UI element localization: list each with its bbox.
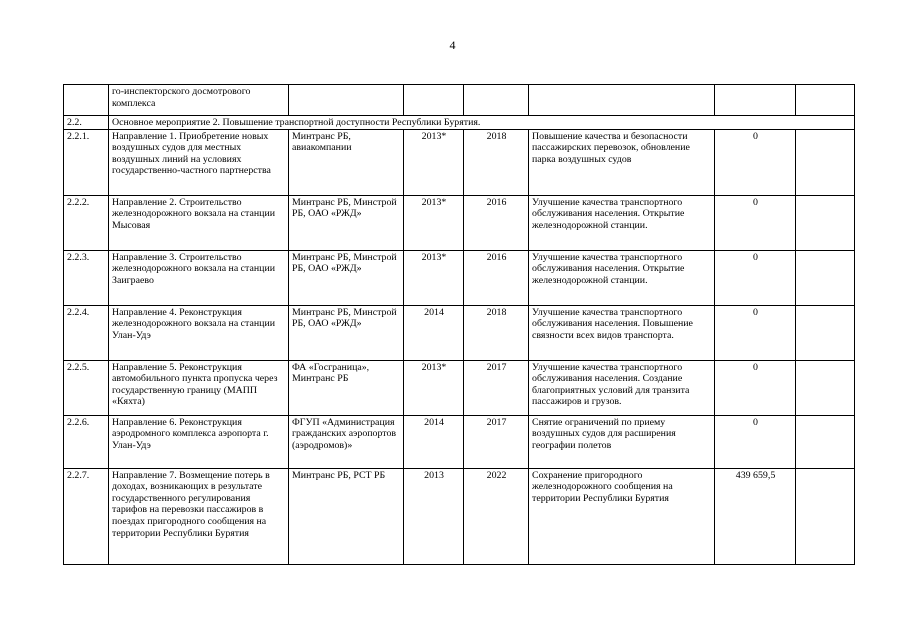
cell-value: 0 <box>715 250 796 305</box>
cell-end-year: 2017 <box>464 360 529 415</box>
cell-executor: ФГУП «Администрация гражданских аэропортов (аэродромов)» <box>289 415 404 468</box>
cell-executor: Минтранс РБ, Минстрой РБ, ОАО «РЖД» <box>289 250 404 305</box>
cell-start-year: 2014 <box>404 305 464 360</box>
cell-end-year: 2022 <box>464 468 529 564</box>
cell-result: Улучшение качества транспортного обслуживания населения. Открытие железнодорожной станции. <box>529 250 715 305</box>
table-row <box>64 195 855 250</box>
cell-empty <box>796 250 855 305</box>
cell-result: Снятие ограничений по приему воздушных судов для расширения географии полетов <box>529 415 715 468</box>
cell-start-year: 2013* <box>404 250 464 305</box>
cell-empty <box>796 468 855 564</box>
cell-name: Направление 4. Реконструкция железнодорожного вокзала на станции Улан-Удэ <box>109 305 289 360</box>
cell-executor: Минтранс РБ, Минстрой РБ, ОАО «РЖД» <box>289 305 404 360</box>
cell-executor: Минтранс РБ, РСТ РБ <box>289 468 404 564</box>
cell-start-year: 2013* <box>404 360 464 415</box>
section-title: Основное мероприятие 2. Повышение транспортной доступности Республики Бурятия. <box>109 116 855 130</box>
cell-value: 439 659,5 <box>715 468 796 564</box>
cell-executor: Минтранс РБ, Минстрой РБ, ОАО «РЖД» <box>289 195 404 250</box>
cell-start-year: 2013* <box>404 195 464 250</box>
cell-empty <box>796 415 855 468</box>
section-row <box>64 116 855 130</box>
table-row <box>64 415 855 468</box>
cell-name: Направление 5. Реконструкция автомобильного пункта пропуска через государственную границу (МАПП «Кяхта) <box>109 360 289 415</box>
cell-result: Улучшение качества транспортного обслуживания населения. Создание благоприятных условий для транзита пассажиров и грузов. <box>529 360 715 415</box>
table-row <box>64 360 855 415</box>
cell-value: 0 <box>715 129 796 195</box>
cell-executor: ФА «Госграница», Минтранс РБ <box>289 360 404 415</box>
cell-empty <box>796 360 855 415</box>
cell-number: 2.2.1. <box>64 129 109 195</box>
table-row <box>64 305 855 360</box>
measures-table <box>63 84 855 565</box>
cell-start-year: 2014 <box>404 415 464 468</box>
cell-executor: Минтранс РБ, авиакомпании <box>289 129 404 195</box>
cell-end-year: 2017 <box>464 415 529 468</box>
page-number: 4 <box>449 38 456 52</box>
cell-empty <box>796 129 855 195</box>
cell-result: Повышение качества и безопасности пассажирских перевозок, обновление парка воздушных судов <box>529 129 715 195</box>
cell-name: Направление 6. Реконструкция аэродромного комплекса аэропорта г. Улан-Удэ <box>109 415 289 468</box>
cell-name: Направление 2. Строительство железнодорожного вокзала на станции Мысовая <box>109 195 289 250</box>
cell-number: 2.2.6. <box>64 415 109 468</box>
cell-number: 2.2.5. <box>64 360 109 415</box>
cell-end-year: 2018 <box>464 305 529 360</box>
cell-value: 0 <box>715 305 796 360</box>
cell-number: 2.2.7. <box>64 468 109 564</box>
section-number: 2.2. <box>64 116 109 130</box>
cell-number: 2.2.4. <box>64 305 109 360</box>
cell-result: Сохранение пригородного железнодорожного сообщения на территории Республики Бурятия <box>529 468 715 564</box>
cell-end-year: 2016 <box>464 250 529 305</box>
table-row <box>64 250 855 305</box>
cell-number: 2.2.3. <box>64 250 109 305</box>
cell-start-year: 2013 <box>404 468 464 564</box>
cell-empty <box>796 305 855 360</box>
table-row <box>64 468 855 564</box>
cell-end-year: 2016 <box>464 195 529 250</box>
cell-empty <box>796 195 855 250</box>
cell-name: Направление 7. Возмещение потерь в доходах, возникающих в результате государственного регулирования тарифов на перевозки пассажиров в поездах пригородного сообщения на территории Республики Бурятия <box>109 468 289 564</box>
cell-end-year: 2018 <box>464 129 529 195</box>
cell-name: Направление 1. Приобретение новых воздушных судов для местных воздушных линий на условиях государственно-частного партнерства <box>109 129 289 195</box>
cell-value: 0 <box>715 195 796 250</box>
table-row-continuation <box>64 85 855 116</box>
cell-name: го-инспекторского досмотрового комплекса <box>109 85 289 116</box>
cell-number: 2.2.2. <box>64 195 109 250</box>
cell-start-year: 2013* <box>404 129 464 195</box>
table-row <box>64 129 855 195</box>
cell-value: 0 <box>715 360 796 415</box>
cell-result: Улучшение качества транспортного обслуживания населения. Открытие железнодорожной станции. <box>529 195 715 250</box>
cell-result: Улучшение качества транспортного обслуживания населения. Повышение связности всех видов транспорта. <box>529 305 715 360</box>
cell-name: Направление 3. Строительство железнодорожного вокзала на станции Заиграево <box>109 250 289 305</box>
cell-value: 0 <box>715 415 796 468</box>
